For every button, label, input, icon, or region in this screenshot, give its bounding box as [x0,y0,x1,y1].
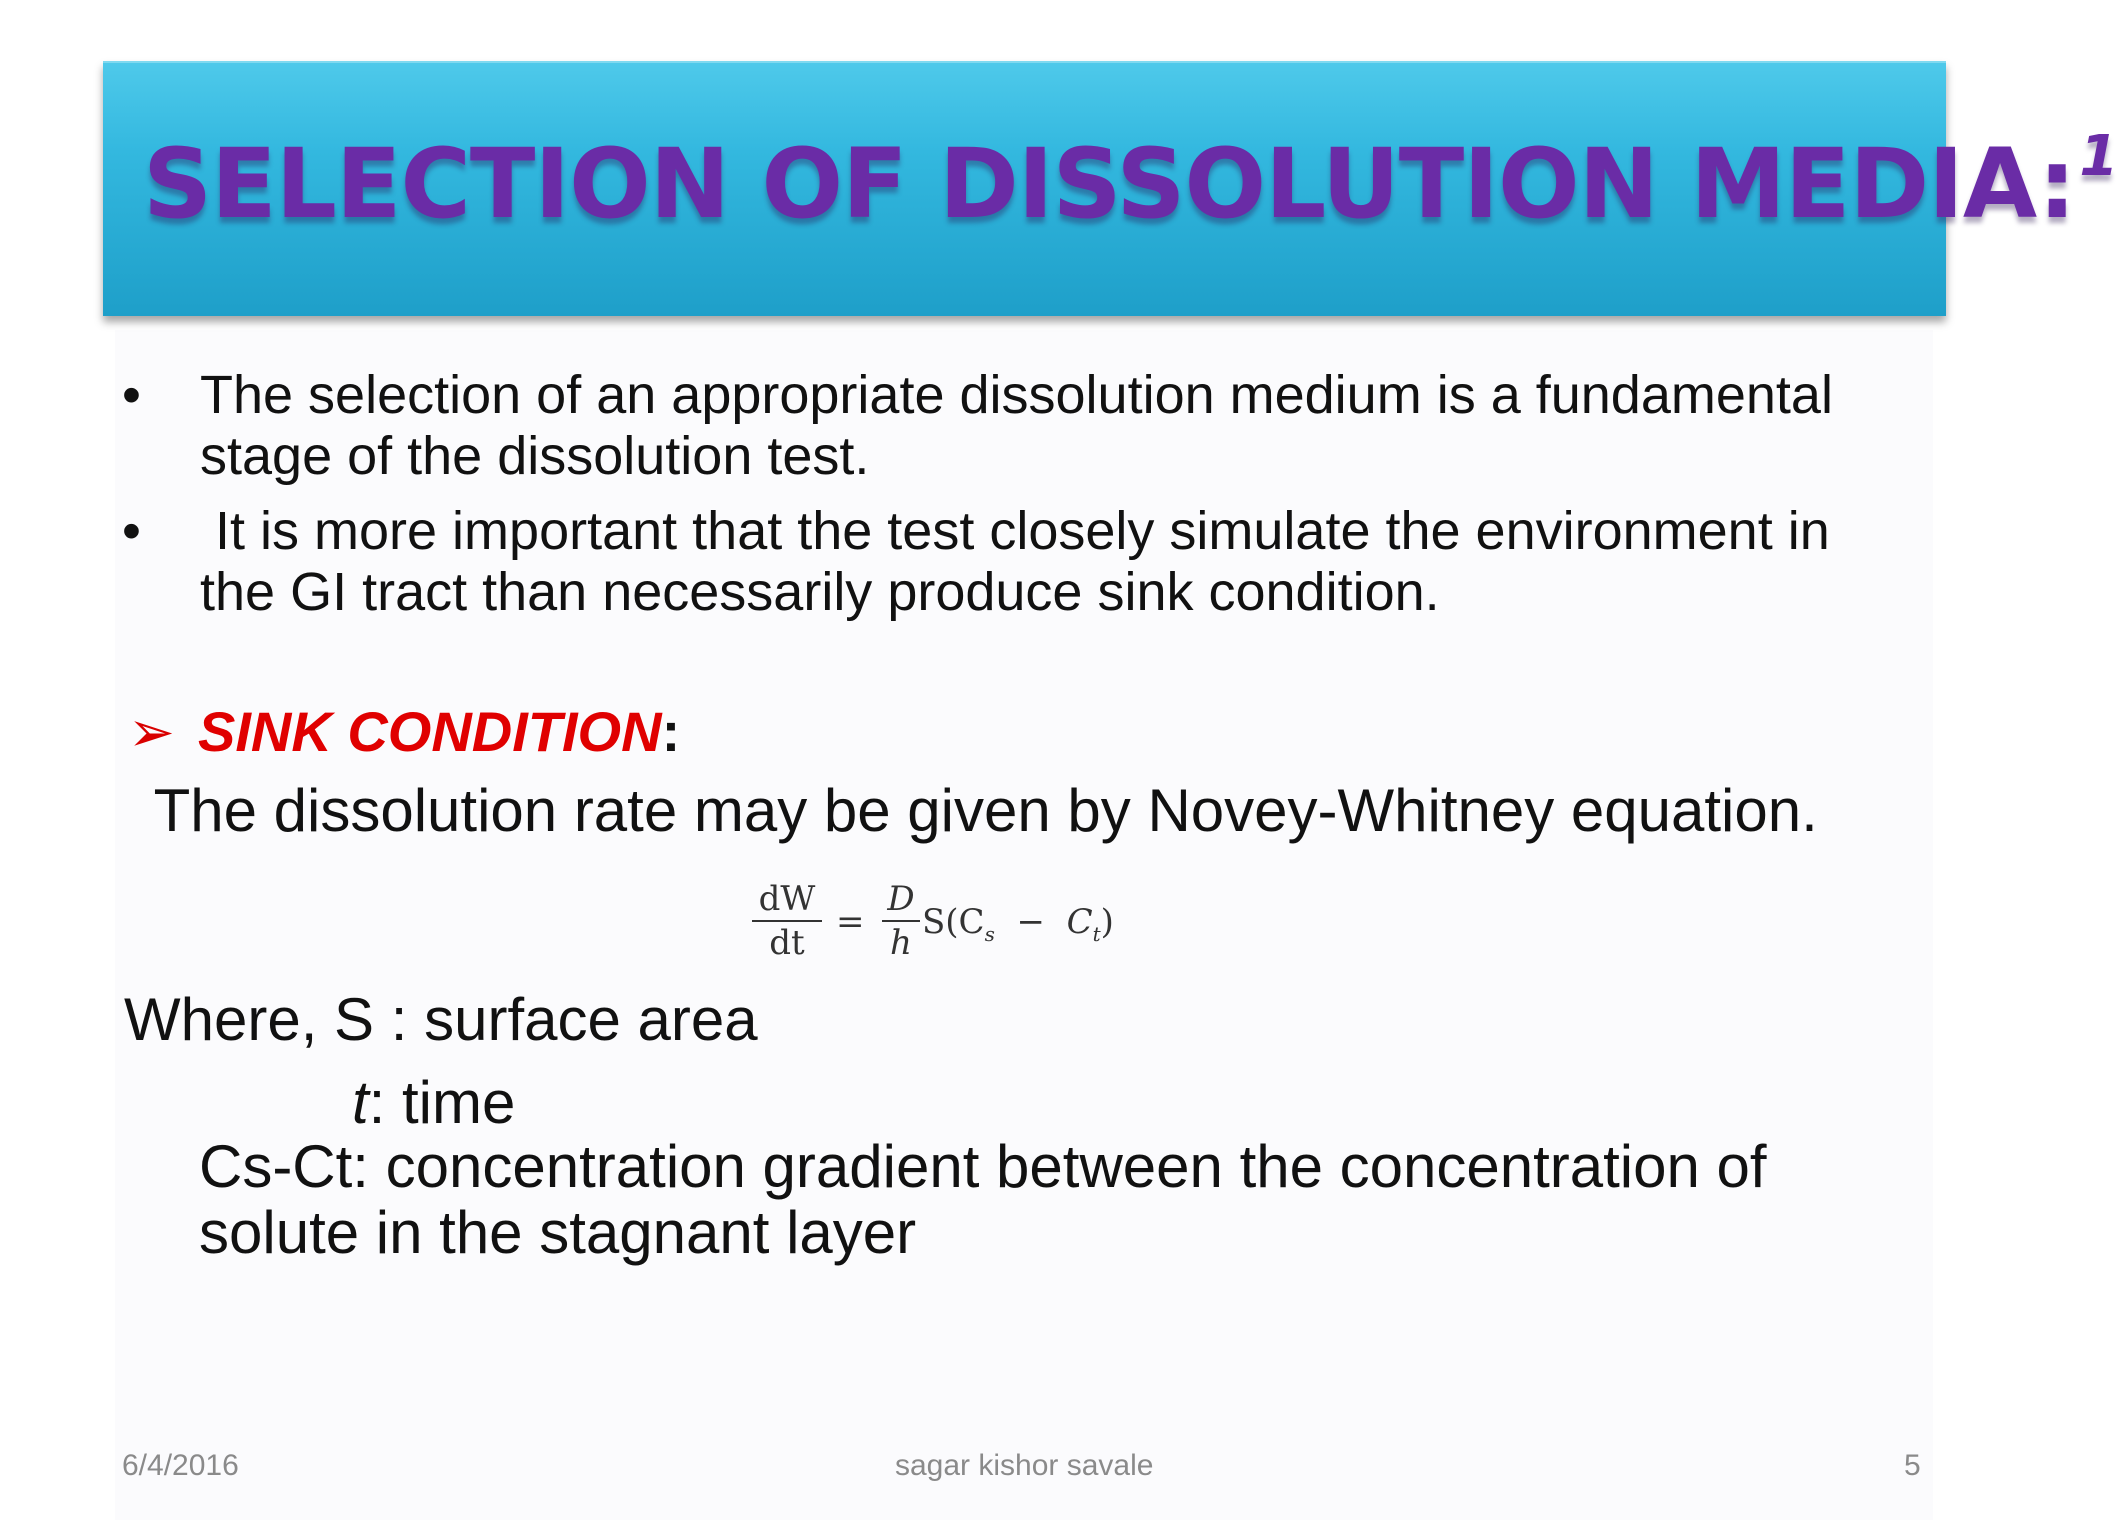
equation-minus: − [1016,902,1045,942]
bullet-marker: • [122,501,141,561]
slide-title [143,124,2117,240]
bullet-text: It is more important that the test closely simulate the environment in the GI tract than necessarily produce sink condition. [200,501,1845,622]
equation-rhs-fraction [882,880,920,962]
equation-cs-subscript: s [984,921,995,946]
equation-equals: = [836,902,865,942]
definition-surface-area: Where, S : surface area [124,986,758,1053]
equation-fraction-bar [752,920,822,922]
slide-title-text: SELECTION OF DISSOLUTION MEDIA: [143,128,2076,240]
equation-fraction-bar [882,920,920,922]
equation-s-term: S(C [922,902,985,942]
footer-author: sagar kishor savale [895,1449,1154,1482]
sink-condition-colon: : [661,700,681,763]
equation-c-term: C [1066,902,1093,942]
footer-page-number: 5 [1904,1449,1921,1482]
definition-time-text: : time [368,1069,516,1136]
equation-ct-subscript: t [1092,921,1101,946]
equation-rhs-tail [922,902,1114,946]
title-footnote-ref: 1 [2079,124,2117,189]
bullet-list [118,365,1918,637]
arrow-bullet-icon: ➢ [128,700,175,763]
definition-concentration-gradient: Cs-Ct: concentration gradient between the concentration of solute in the stagnant layer [199,1133,1767,1266]
equation-lhs-denominator: dt [769,923,805,963]
equation-lhs-numerator: dW [758,879,816,919]
sink-condition-heading [128,700,680,764]
equation-lhs-fraction [752,880,822,962]
sink-condition-label: SINK CONDITION [198,700,662,763]
equation-rhs-numerator: D [887,879,915,919]
title-banner [103,61,2117,316]
bullet-marker: • [122,365,141,425]
bullet-item [118,501,1918,623]
sink-condition-sentence: The dissolution rate may be given by Novey-Whitney equation. [138,777,1818,844]
equation-close-paren: ) [1100,902,1114,942]
equation-rhs-denominator: h [890,923,912,963]
footer-date: 6/4/2016 [122,1449,239,1482]
bullet-text: The selection of an appropriate dissolution medium is a fundamental stage of the dissolution test. [200,365,1833,486]
definition-time-variable: t [352,1069,369,1136]
noyes-whitney-equation [752,880,1112,980]
definition-time [352,1068,515,1138]
bullet-item [118,365,1918,487]
